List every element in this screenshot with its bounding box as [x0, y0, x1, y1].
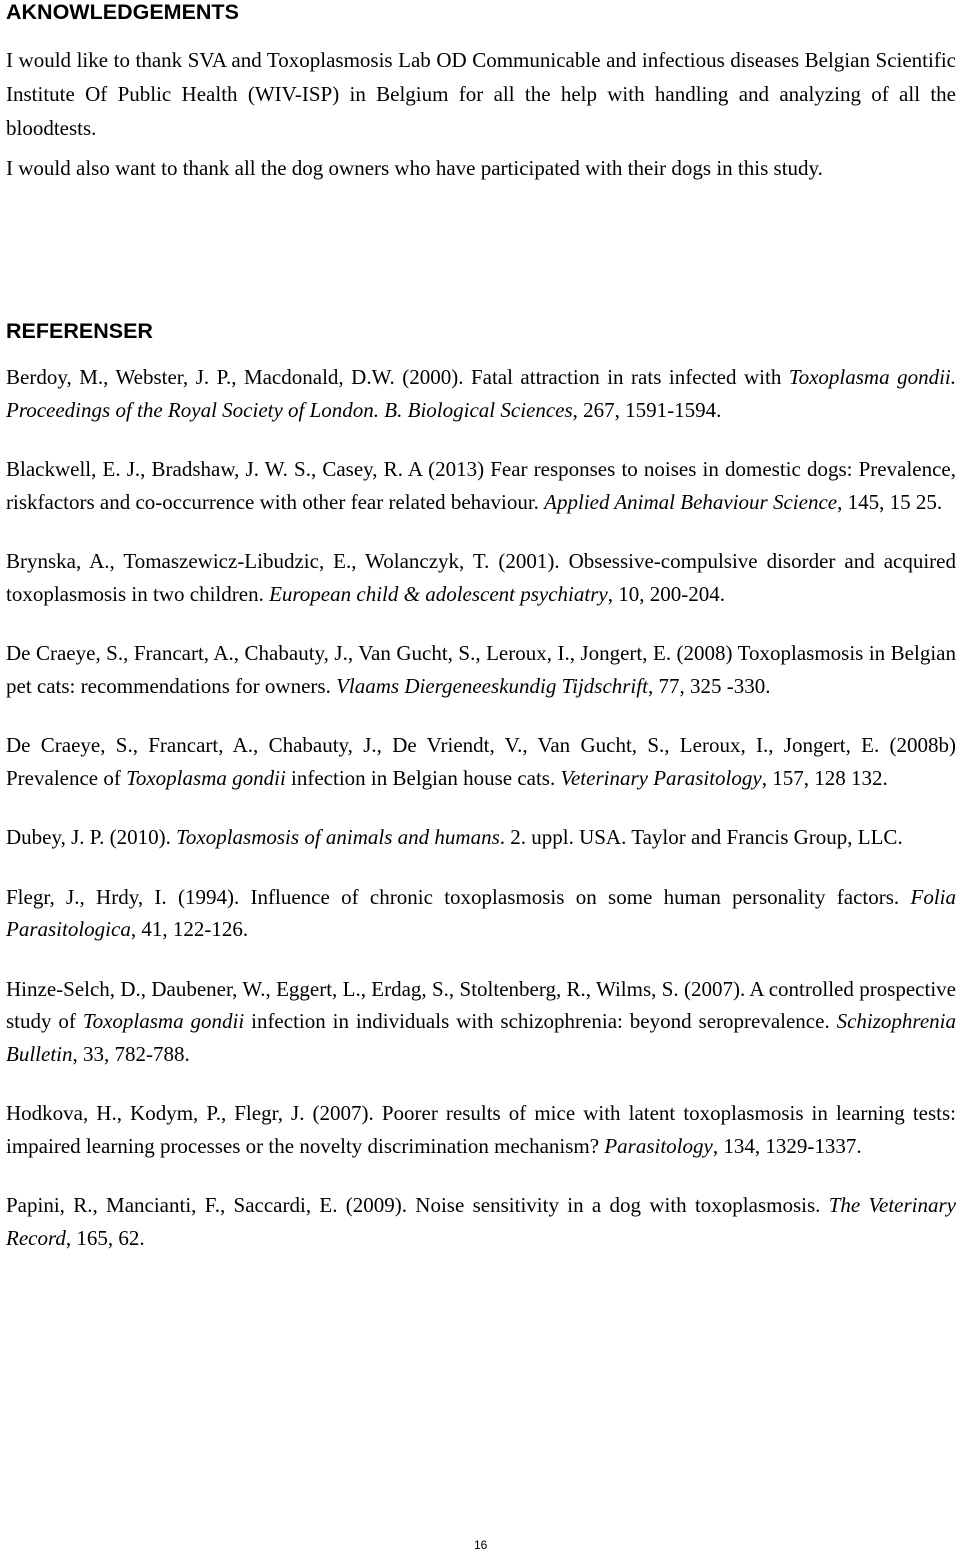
reference-source: European child & adolescent psychiatry: [269, 581, 608, 606]
reference-text: , 134, 1329-1337.: [712, 1133, 862, 1158]
reference-entry: [6, 1189, 956, 1254]
reference-text: , 41, 122-126.: [130, 917, 249, 941]
reference-entry: [6, 545, 956, 610]
reference-text: , 267, 1591-1594.: [572, 397, 722, 422]
reference-text: , 77, 325 -330.: [647, 673, 771, 698]
reference-text: , 165, 62.: [65, 1225, 145, 1250]
reference-entry: [6, 973, 956, 1071]
reference-text: De Craeye, S., Francart, A., Chabauty, J., Van Gucht, S., Leroux, I., Jongert, E. (2008) Toxoplasmosis in Belgian pet cats: recommendations for owners.: [6, 641, 956, 698]
acknowledgements-heading: AKNOWLEDGEMENTS: [6, 0, 239, 24]
reference-source: Toxoplasmosis of animals and humans: [176, 825, 500, 849]
reference-text: Flegr, J., Hrdy, I. (1994). Influence of chronic toxoplasmosis on some human personality factors.: [6, 884, 911, 909]
reference-source: The Veterinary Record: [6, 1193, 956, 1250]
reference-source: Applied Animal Behaviour Science: [544, 489, 838, 514]
reference-text: Brynska, A., Tomaszewicz-Libudzic, E., Wolanczyk, T. (2001). Obsessive-compulsive disorder and acquired toxoplasmosis in two children.: [6, 549, 956, 606]
reference-entry: [6, 821, 956, 854]
references-heading: REFERENSER: [6, 319, 153, 343]
reference-text: Hodkova, H., Kodym, P., Flegr, J. (2007). Poorer results of mice with latent toxoplasmosis in learning tests: impaired learning processes or the novelty discrimination mechanism?: [6, 1101, 956, 1158]
reference-species: Toxoplasma gondii: [82, 1009, 245, 1033]
reference-entry: [6, 881, 956, 946]
reference-source: Vlaams Diergeneeskundig Tijdschrift: [336, 673, 648, 698]
reference-entry: [6, 453, 956, 518]
reference-text: De Craeye, S., Francart, A., Chabauty, J., De Vriendt, V., Van Gucht, S., Leroux, I., Jongert, E. (2008b) Prevalence of: [6, 733, 956, 790]
reference-text: , 145, 15 25.: [837, 489, 943, 514]
reference-entry: [6, 637, 956, 702]
reference-text: infection in Belgian house cats.: [285, 765, 561, 790]
reference-source: Toxoplasma gondii. Proceedings of the Royal Society of London. B. Biological Sciences: [6, 365, 956, 422]
reference-text: Papini, R., Mancianti, F., Saccardi, E. (2009). Noise sensitivity in a dog with toxoplasmosis.: [6, 1193, 829, 1217]
reference-source: Veterinary Parasitology: [560, 765, 762, 790]
reference-species: Toxoplasma gondii: [126, 765, 286, 790]
reference-text: , 33, 782-788.: [72, 1041, 190, 1066]
reference-source: Folia Parasitologica: [6, 884, 956, 941]
reference-entry: [6, 729, 956, 794]
reference-entry: [6, 1097, 956, 1162]
acknowledgement-paragraph: I would also want to thank all the dog owners who have participated with their dogs in this study.: [6, 156, 823, 180]
acknowledgements-section: [6, 43, 956, 185]
reference-list: [6, 361, 956, 1281]
reference-source: Parasitology: [604, 1133, 713, 1158]
acknowledgement-paragraph: I would like to thank SVA and Toxoplasmosis Lab OD Communicable and infectious diseases Belgian Scientific Institute Of Public Health (WIV-ISP) in Belgium for all the help with handling and analyzing of all the bloodtests.: [6, 48, 956, 140]
reference-text: Hinze-Selch, D., Daubener, W., Eggert, L., Erdag, S., Stoltenberg, R., Wilms, S. (2007). A controlled prospective study of: [6, 976, 956, 1033]
reference-text: infection in individuals with schizophrenia: beyond seroprevalence.: [244, 1009, 837, 1033]
reference-source: Schizophrenia Bulletin: [6, 1009, 956, 1066]
reference-text: Dubey, J. P. (2010).: [6, 825, 177, 849]
reference-entry: [6, 361, 956, 426]
reference-text: Berdoy, M., Webster, J. P., Macdonald, D.W. (2000). Fatal attraction in rats infected with: [6, 365, 789, 389]
page-number: 16: [474, 1538, 488, 1552]
reference-text: , 157, 128 132.: [761, 765, 888, 790]
reference-text: , 10, 200-204.: [607, 581, 725, 606]
reference-text: Blackwell, E. J., Bradshaw, J. W. S., Casey, R. A (2013) Fear responses to noises in domestic dogs: Prevalence, riskfactors and co-occurrence with other fear related behaviour.: [6, 457, 956, 514]
reference-text: . 2. uppl. USA. Taylor and Francis Group, LLC.: [499, 825, 903, 849]
